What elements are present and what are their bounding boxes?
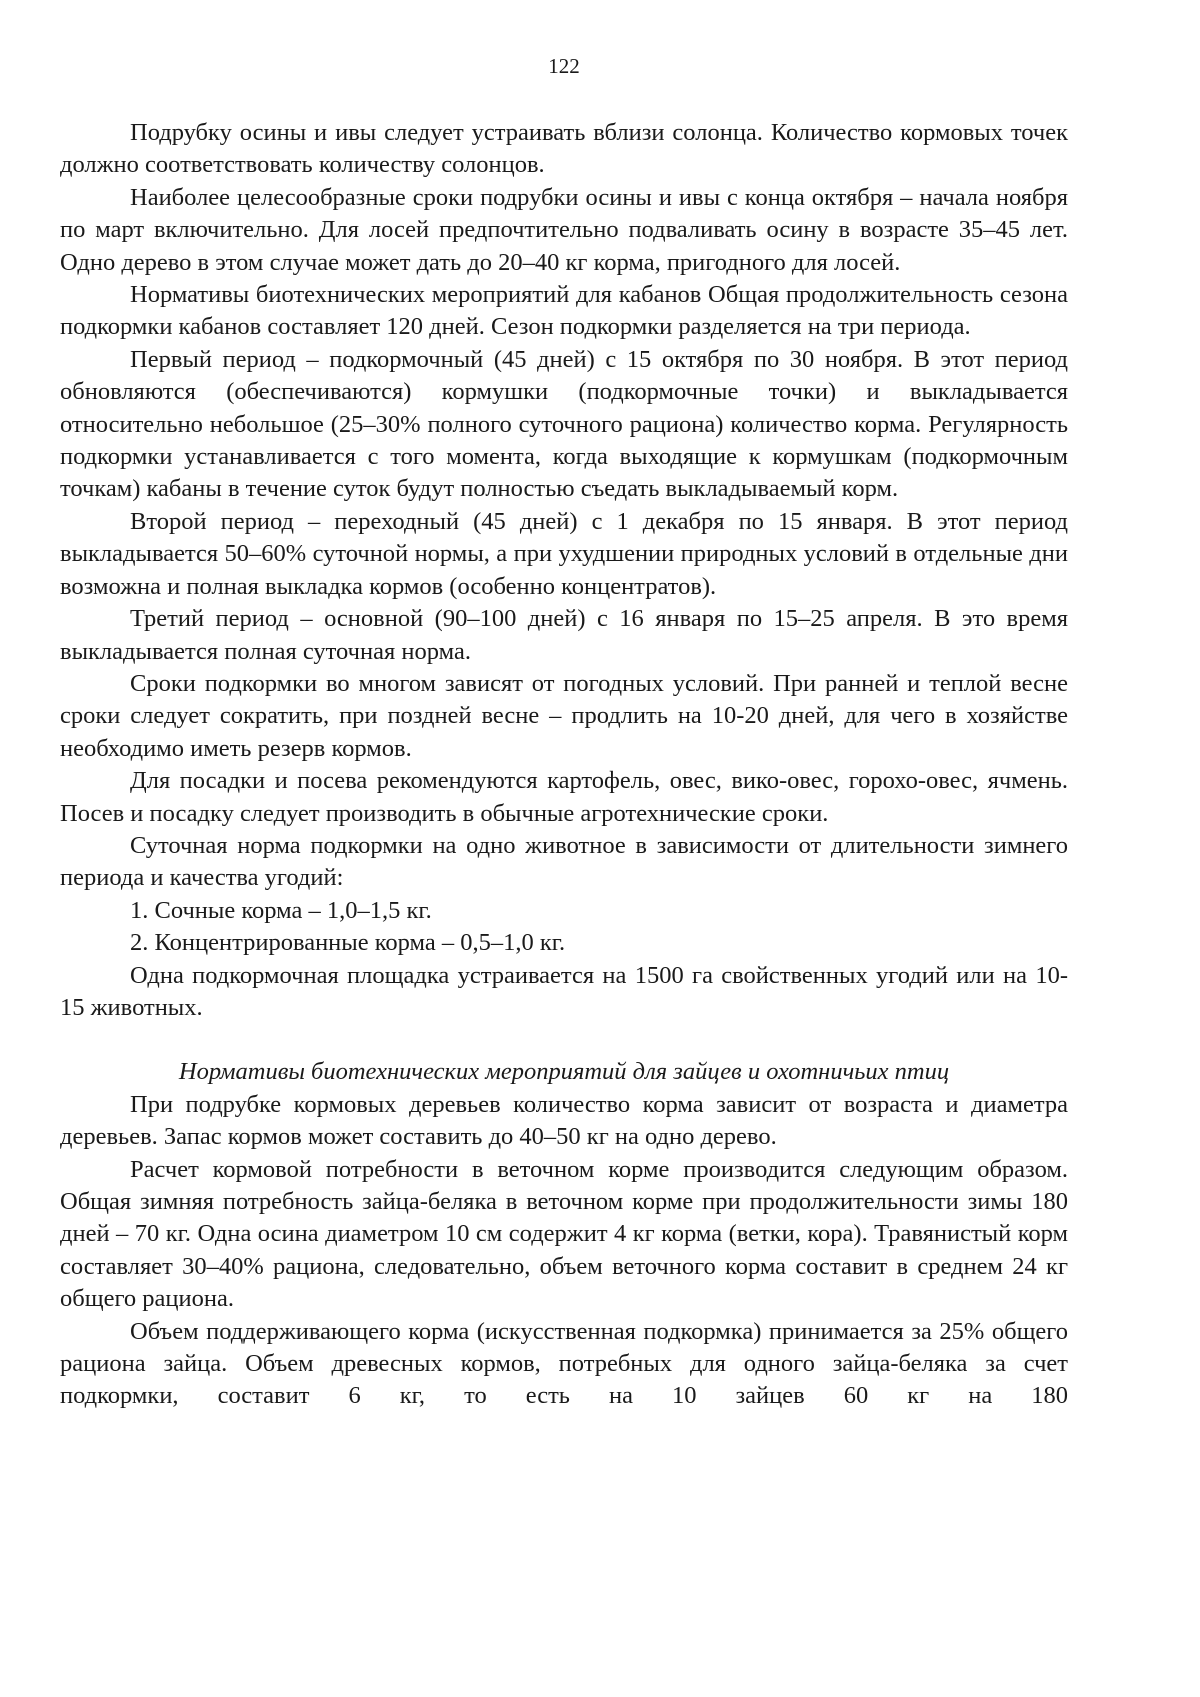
paragraph: Наиболее целесообразные сроки подрубки осины и ивы с конца октября – начала ноября по март включительно. Для лосей предпочтительно подваливать осину в возрасте 35–45 лет. Одно дерево в этом случае может дать до 20–40 кг корма, пригодного для лосей. <box>60 183 1068 276</box>
paragraph: Объем поддерживающего корма (искусственная подкормка) принимается за 25% общего рациона зайца. Объем древесных кормов, потребных для одного зайца-беляка за счет подкормки, составит 6 кг, то есть на 10 зайцев 60 кг на 180 <box>60 1317 1068 1410</box>
paragraph: Подрубку осины и ивы следует устраивать вблизи солонца. Количество кормовых точек должно соответствовать количеству солонцов. <box>60 119 1068 179</box>
paragraph: Нормативы биотехнических мероприятий для кабанов Общая продолжительность сезона подкормки кабанов составляет 120 дней. Сезон подкормки разделяется на три периода. <box>60 281 1068 341</box>
paragraph: Третий период – основной (90–100 дней) с 16 января по 15–25 апреля. В это время выкладывается полная суточная норма. <box>60 605 1068 665</box>
paragraph: Сроки подкормки во многом зависят от погодных условий. При ранней и теплой весне сроки следует сократить, при поздней весне – продлить на 10-20 дней, для чего в хозяйстве необходимо иметь резерв кормов. <box>60 669 1068 762</box>
list-item: 2. Концентрированные корма – 0,5–1,0 кг. <box>130 929 566 957</box>
paragraph: Одна подкормочная площадка устраивается на 1500 га свойственных угодий или на 10-15 животных. <box>60 961 1068 1021</box>
body-text <box>60 117 1068 1413</box>
paragraph: Расчет кормовой потребности в веточном корме производится следующим образом. Общая зимняя потребность зайца-беляка в веточном корме при продолжительности зимы 180 дней – 70 кг. Одна осина диаметром 10 см содержит 4 кг корма (ветки, кора). Травянистый корм составляет 30–40% рациона, следовательно, объем веточного корма составит в среднем 24 кг общего рациона. <box>60 1155 1068 1313</box>
paragraph: Суточная норма подкормки на одно животное в зависимости от длительности зимнего периода и качества угодий: <box>60 831 1068 892</box>
page-number: 122 <box>548 54 580 78</box>
paragraph: Первый период – подкормочный (45 дней) с 15 октября по 30 ноября. В этот период обновляются (обеспечиваются) кормушки (подкормочные точки) и выкладывается относительно небольшое (25–30% полного суточного рациона) количество корма. Регулярность подкормки устанавливается с того момента, когда выходящие к кормушкам (подкормочным точкам) кабаны в течение суток будут полностью съедать выкладываемый корм. <box>60 345 1068 503</box>
list-item: 1. Сочные корма – 1,0–1,5 кг. <box>130 896 432 924</box>
paragraph: Для посадки и посева рекомендуются картофель, овес, вико-овес, горохо-овес, ячмень. Посев и посадку следует производить в обычные агротехнические сроки. <box>60 767 1068 827</box>
paragraph: Второй период – переходный (45 дней) с 1 декабря по 15 января. В этот период выкладывается 50–60% суточной нормы, а при ухудшении природных условий в отдельные дни возможна и полная выкладка кормов (особенно концентратов). <box>60 507 1068 600</box>
section-heading: Нормативы биотехнических мероприятий для зайцев и охотничьих птиц <box>178 1058 950 1086</box>
paragraph: При подрубке кормовых деревьев количество корма зависит от возраста и диаметра деревьев. Запас кормов может составить до 40–50 кг на одно дерево. <box>60 1090 1068 1151</box>
